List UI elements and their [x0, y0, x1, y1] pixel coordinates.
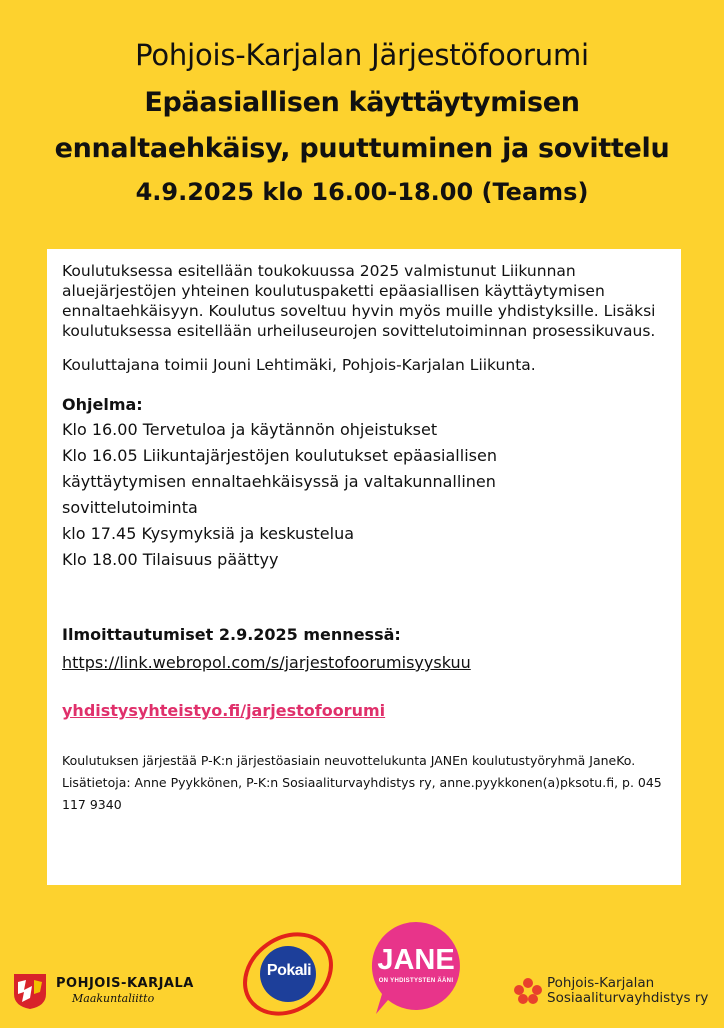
event-title-line-2: ennaltaehkäisy, puuttuminen ja sovittelu	[54, 133, 670, 164]
pokali-logo	[238, 924, 338, 1024]
registration-link[interactable]: https://link.webropol.com/s/jarjestofoorumisyyskuu	[62, 653, 471, 672]
jane-logo	[368, 918, 472, 1022]
pokali-text: Pokali	[266, 962, 312, 979]
jane-sub: ON YHDISTYSTEN ÄÄNI	[378, 978, 454, 984]
intro-text: Koulutuksessa esitellään toukokuussa 2025 valmistunut Liikunnan aluejärjestöjen yhteinen koulutuspaketti epäasiallisen käyttäytymisen ennaltaehkäisyyn. Koulutus soveltuu hyvin myös muille yhdistyksille. Lisäksi koulutuksessa esitellään urheiluseurojen sovittelutoiminnan prosessikuvaus.	[62, 262, 656, 340]
header	[0, 38, 724, 206]
pohjois-karjala-logo	[12, 972, 194, 1010]
trainer-text: Kouluttajana toimii Jouni Lehtimäki, Pohjois-Karjalan Liikunta.	[62, 356, 536, 374]
program-item: klo 17.45 Kysymyksiä ja keskustelua	[62, 524, 355, 543]
logo-row	[0, 920, 724, 1020]
coat-of-arms-icon	[12, 972, 48, 1010]
pk-name: POHJOIS-KARJALA	[56, 976, 194, 991]
program-list	[62, 417, 663, 573]
program-item: sovittelutoiminta	[62, 498, 198, 517]
site-link[interactable]: yhdistysyhteistyo.fi/jarjestofoorumi	[62, 701, 386, 720]
program-item: Klo 16.05 Liikuntajärjestöjen koulutukset epäasiallisen	[62, 446, 497, 465]
program-item: käyttäytymisen ennaltaehkäisyssä ja valtakunnallinen	[62, 472, 496, 491]
pk-sub: Maakuntaliitto	[72, 992, 155, 1005]
event-title	[0, 80, 724, 172]
footnote: Koulutuksen järjestää P-K:n järjestöasiain neuvottelukunta JANEn koulutustyöryhmä JaneKo. Lisätietoja: Anne Pyykkönen, P-K:n Sosiaaliturvayhdistys ry, anne.pyykkonen(a)pksotu.fi, p. 045 117 9340	[62, 753, 662, 812]
program-item: Klo 18.00 Tilaisuus päättyy	[62, 550, 279, 569]
sosiaaliturvayhdistys-logo	[513, 976, 708, 1006]
program-item: Klo 16.00 Tervetuloa ja käytännön ohjeistukset	[62, 420, 438, 439]
event-title-line-1: Epäasiallisen käyttäytymisen	[144, 87, 580, 118]
psy-line-2: Sosiaaliturvayhdistys ry	[547, 990, 709, 1006]
info-card	[47, 249, 681, 885]
event-date: 4.9.2025 klo 16.00-18.00 (Teams)	[135, 178, 589, 206]
jane-text: JANE	[377, 944, 455, 976]
flower-icon	[513, 977, 543, 1005]
psy-line-1: Pohjois-Karjalan	[547, 975, 655, 991]
org-title: Pohjois-Karjalan Järjestöfoorumi	[135, 38, 589, 72]
program-heading: Ohjelma:	[62, 395, 143, 414]
registration-heading: Ilmoittautumiset 2.9.2025 mennessä:	[62, 625, 401, 644]
